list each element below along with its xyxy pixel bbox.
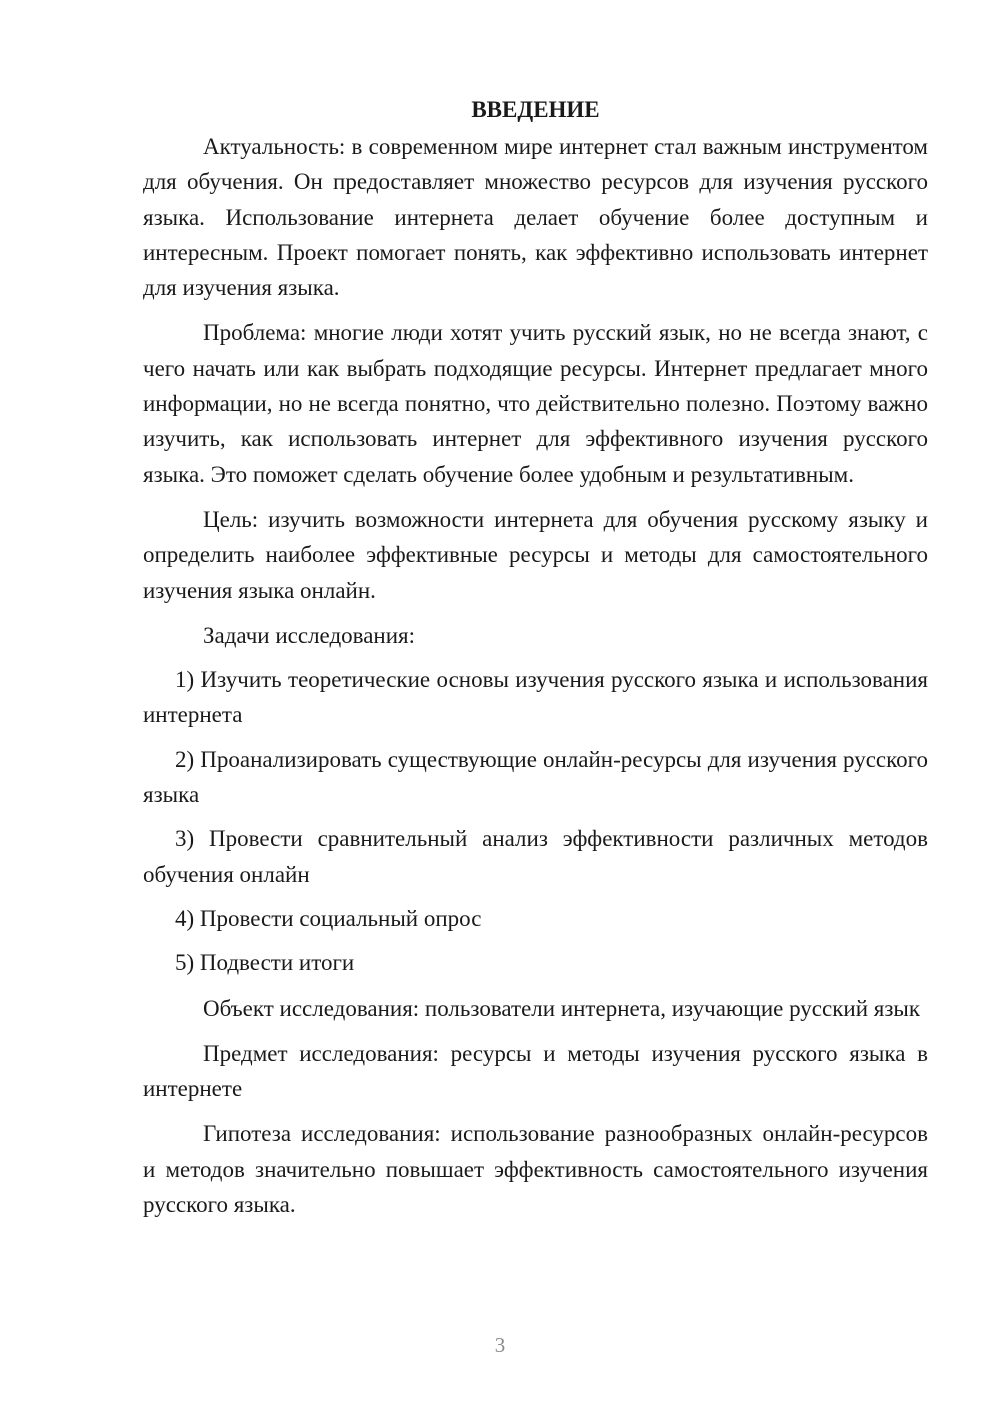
page-number: 3	[494, 1333, 506, 1357]
list-item: 2) Проанализировать существующие онлайн-ресурсы для изучения русского языка	[143, 746, 928, 808]
list-item: 3) Провести сравнительный анализ эффективности различных методов обучения онлайн	[143, 826, 928, 887]
relevance-paragraph: Актуальность: в современном мире интернет стал важным инструментом для обучения. Он предоставляет множество ресурсов для изучения русского языка. Использование интернета делает обучение более доступным и интересным. Проект помогает понять, как эффективно использовать интернет для изучения языка.	[143, 134, 928, 301]
subject-paragraph: Предмет исследования: ресурсы и методы изучения русского языка в интернете	[143, 1040, 928, 1102]
list-item: 5) Подвести итоги	[175, 950, 355, 976]
tasks-list	[143, 662, 928, 980]
object-paragraph: Объект исследования: пользователи интернета, изучающие русский язык	[203, 995, 921, 1021]
list-item: 4) Провести социальный опрос	[175, 905, 482, 931]
tasks-label: Задачи исследования:	[203, 622, 416, 648]
problem-paragraph: Проблема: многие люди хотят учить русский язык, но не всегда знают, с чего начать или как выбрать подходящие ресурсы. Интернет предлагает много информации, но не всегда понятно, что действительно полезно. Поэтому важно изучить, как использовать интернет для эффективного изучения русского языка. Это поможет сделать обучение более удобным и результативным.	[143, 320, 928, 487]
page-title: ВВЕДЕНИЕ	[471, 97, 600, 122]
hypothesis-paragraph: Гипотеза исследования: использование разнообразных онлайн-ресурсов и методов значительно повышает эффективность самостоятельного изучения русского языка.	[143, 1121, 928, 1218]
goal-paragraph: Цель: изучить возможности интернета для обучения русскому языку и определить наиболее эффективные ресурсы и методы для самостоятельного изучения языка онлайн.	[143, 506, 928, 603]
document-page	[143, 92, 928, 1222]
list-item: 1) Изучить теоретические основы изучения русского языка и использования интернета	[143, 667, 928, 728]
